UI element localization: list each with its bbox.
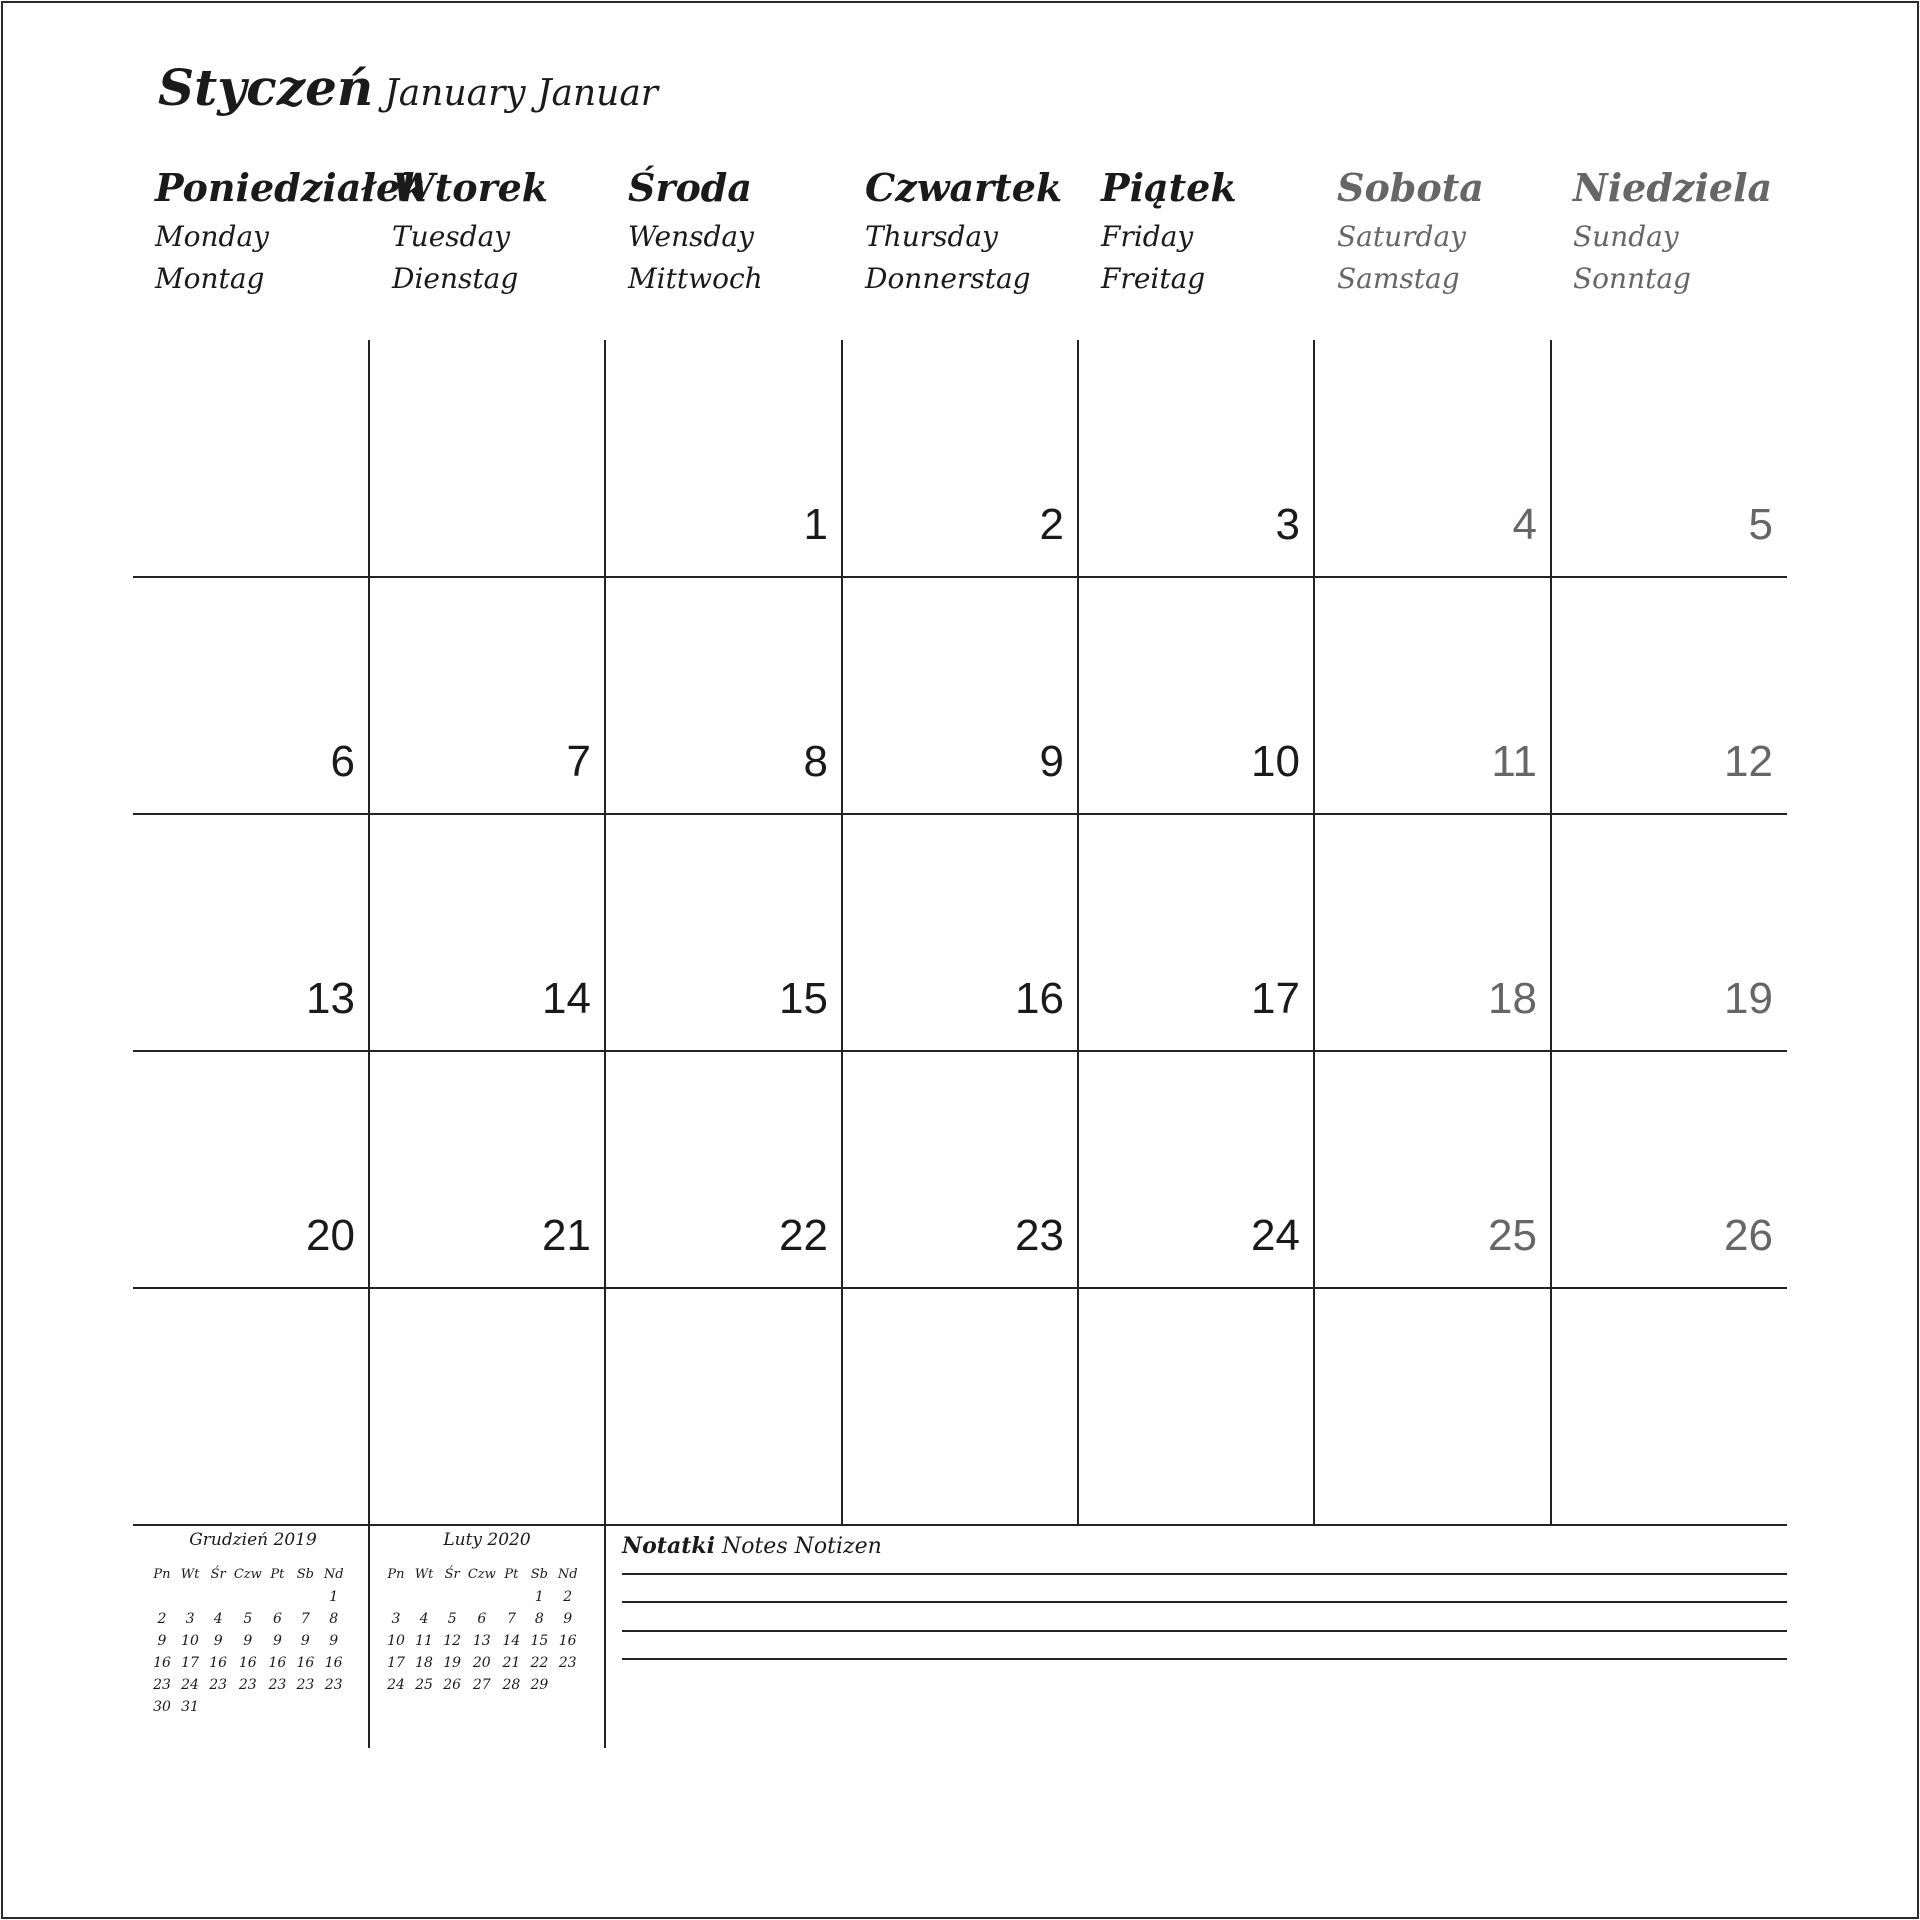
mini-calendar-weekday: Czw	[467, 1566, 496, 1582]
mini-calendar-day	[263, 1696, 291, 1718]
mini-calendar-day: 3	[185, 1611, 195, 1627]
mini-calendar-day: 2	[563, 1589, 573, 1605]
day-number: 12	[1724, 737, 1773, 786]
day-number: 16	[1015, 974, 1064, 1023]
day-number: 23	[1015, 1211, 1064, 1260]
mini-calendar-day: 8	[534, 1611, 544, 1627]
day-number: 19	[1724, 974, 1773, 1023]
mini-calendar-day	[410, 1586, 438, 1608]
weekday-label-de: Montag	[155, 262, 265, 295]
mini-calendar-weekday: Sb	[296, 1566, 314, 1582]
day-number: 15	[779, 974, 828, 1023]
weekday-label-en: Monday	[155, 220, 269, 253]
mini-calendar-day: 4	[419, 1611, 429, 1627]
mini-calendar-day: 9	[272, 1633, 282, 1649]
month-title-polish: Styczeń	[158, 58, 374, 117]
weekday-label-en: Sunday	[1573, 220, 1679, 253]
notes-line	[622, 1601, 1787, 1603]
day-number: 18	[1488, 974, 1537, 1023]
mini-calendar-day	[232, 1586, 263, 1608]
mini-calendar-day: 9	[243, 1633, 253, 1649]
mini-calendar-day: 25	[415, 1677, 433, 1693]
weekday-label-pl: Środa	[628, 165, 753, 210]
weekday-label-de: Freitag	[1101, 262, 1206, 295]
weekday-header	[1101, 160, 1331, 300]
mini-calendar-table	[148, 1562, 348, 1718]
day-number: 11	[1491, 737, 1537, 786]
mini-calendar-day: 27	[472, 1677, 491, 1693]
mini-calendar-day: 23	[268, 1677, 287, 1693]
mini-calendar-weekday: Nd	[323, 1566, 344, 1582]
mini-calendar-day: 29	[530, 1677, 549, 1693]
grid-column-divider	[1077, 340, 1079, 1525]
notes-label-translations: Notes Notizen	[721, 1534, 882, 1559]
grid-column-divider	[604, 340, 606, 1748]
mini-calendar-day: 16	[238, 1655, 257, 1671]
grid-column-divider	[1550, 340, 1552, 1525]
day-number: 9	[1039, 737, 1064, 786]
mini-calendar-day: 6	[272, 1611, 282, 1627]
day-number: 20	[306, 1211, 355, 1260]
mini-calendar-day	[319, 1696, 348, 1718]
mini-calendar-day	[291, 1586, 319, 1608]
weekday-label-pl: Poniedziałek	[155, 165, 427, 210]
mini-calendar-day: 31	[181, 1699, 199, 1715]
mini-calendar-day: 9	[300, 1633, 310, 1649]
mini-calendar-day: 6	[477, 1611, 487, 1627]
mini-calendar-weekday: Sb	[530, 1566, 548, 1582]
mini-calendar-day	[204, 1586, 232, 1608]
weekday-label-de: Sonntag	[1573, 262, 1691, 295]
mini-calendar-day	[291, 1696, 319, 1718]
month-title-translations: January Januar	[384, 73, 659, 114]
mini-calendar-day	[263, 1586, 291, 1608]
mini-calendar-day: 14	[502, 1633, 521, 1649]
mini-calendar-day: 16	[209, 1655, 228, 1671]
mini-calendar-day: 10	[387, 1633, 405, 1649]
mini-calendar-day: 22	[530, 1655, 549, 1671]
grid-row-divider	[133, 1524, 1787, 1526]
mini-calendar-weekday: Pt	[270, 1566, 285, 1582]
mini-calendar-weekday: Nd	[557, 1566, 578, 1582]
mini-calendar-day: 23	[324, 1677, 343, 1693]
mini-calendar-day: 9	[157, 1633, 167, 1649]
day-number: 13	[306, 974, 355, 1023]
mini-calendar-day: 23	[238, 1677, 257, 1693]
day-number: 3	[1275, 500, 1300, 549]
mini-calendar-day: 24	[387, 1677, 405, 1693]
day-number: 25	[1488, 1211, 1537, 1260]
mini-calendar-title: Luty 2020	[443, 1530, 531, 1550]
day-number: 24	[1251, 1211, 1300, 1260]
mini-calendar-day: 18	[415, 1655, 433, 1671]
weekday-header	[392, 160, 622, 300]
mini-calendar-weekday: Wt	[180, 1566, 200, 1582]
mini-calendar-title: Grudzień 2019	[189, 1530, 317, 1550]
mini-calendar-weekday: Czw	[233, 1566, 262, 1582]
notes-line	[622, 1658, 1787, 1660]
grid-column-divider	[368, 340, 370, 1748]
day-number: 1	[803, 500, 828, 549]
mini-calendar-day: 17	[181, 1655, 199, 1671]
weekday-label-en: Tuesday	[392, 220, 511, 253]
mini-calendar-day	[438, 1586, 466, 1608]
mini-calendar-day: 23	[153, 1677, 171, 1693]
mini-calendar-day: 5	[447, 1611, 457, 1627]
notes-line	[622, 1630, 1787, 1632]
mini-calendar-day: 5	[243, 1611, 253, 1627]
mini-calendar-weekday: Śr	[210, 1566, 226, 1582]
weekday-label-en: Thursday	[865, 220, 998, 253]
mini-calendar-day: 16	[153, 1655, 171, 1671]
mini-calendar-day: 23	[558, 1655, 577, 1671]
mini-calendar-day: 16	[324, 1655, 343, 1671]
mini-calendar-day: 9	[329, 1633, 339, 1649]
mini-calendar-february-2020	[382, 1528, 592, 1696]
mini-calendar-day: 2	[157, 1611, 167, 1627]
day-number: 26	[1724, 1211, 1773, 1260]
day-number: 17	[1251, 974, 1300, 1023]
mini-calendar-day: 16	[558, 1633, 577, 1649]
weekday-label-en: Saturday	[1337, 220, 1466, 253]
day-number: 2	[1039, 500, 1064, 549]
mini-calendar-day: 9	[213, 1633, 223, 1649]
mini-calendar-day: 28	[502, 1677, 521, 1693]
weekday-header	[1337, 160, 1567, 300]
mini-calendar-day: 23	[296, 1677, 315, 1693]
mini-calendar-weekday: Pn	[153, 1566, 171, 1582]
weekday-label-de: Mittwoch	[628, 262, 763, 295]
mini-calendar-weekday: Pn	[387, 1566, 405, 1582]
mini-calendar-day: 26	[443, 1677, 462, 1693]
mini-calendar-day: 1	[534, 1589, 544, 1605]
mini-calendar-day: 30	[153, 1699, 171, 1715]
weekday-label-pl: Czwartek	[865, 165, 1063, 210]
mini-calendar-day: 15	[530, 1633, 549, 1649]
mini-calendar-day: 21	[502, 1655, 521, 1671]
mini-calendar-day: 7	[506, 1611, 516, 1627]
grid-row-divider	[133, 813, 1787, 815]
grid-row-divider	[133, 1287, 1787, 1289]
weekday-label-de: Donnerstag	[865, 262, 1031, 295]
mini-calendar-day: 12	[443, 1633, 462, 1649]
mini-calendar-day: 16	[268, 1655, 287, 1671]
weekday-label-pl: Sobota	[1337, 165, 1484, 210]
weekday-label-de: Samstag	[1337, 262, 1460, 295]
mini-calendar-day	[382, 1586, 410, 1608]
mini-calendar-day: 8	[329, 1611, 339, 1627]
notes-line	[622, 1573, 1787, 1575]
mini-calendar-day: 10	[181, 1633, 199, 1649]
mini-calendar-weekday: Śr	[444, 1566, 460, 1582]
grid-column-divider	[841, 340, 843, 1525]
weekday-label-pl: Niedziela	[1573, 165, 1773, 210]
weekday-label-pl: Wtorek	[392, 165, 549, 210]
day-number: 22	[779, 1211, 828, 1260]
mini-calendar-december-2019	[148, 1528, 358, 1718]
month-title	[158, 58, 658, 117]
weekday-label-en: Friday	[1101, 220, 1194, 253]
day-number: 7	[566, 737, 591, 786]
grid-row-divider	[133, 576, 1787, 578]
mini-calendar-day: 17	[387, 1655, 405, 1671]
weekday-header	[865, 160, 1095, 300]
mini-calendar-day	[148, 1586, 176, 1608]
mini-calendar-table	[382, 1562, 582, 1696]
day-number: 8	[803, 737, 828, 786]
mini-calendar-day: 7	[300, 1611, 310, 1627]
mini-calendar-day: 1	[329, 1589, 339, 1605]
day-number: 5	[1748, 500, 1773, 549]
notes-title	[622, 1533, 882, 1559]
mini-calendar-day: 23	[209, 1677, 228, 1693]
grid-column-divider	[1313, 340, 1315, 1525]
mini-calendar-day: 9	[563, 1611, 573, 1627]
weekday-header	[155, 160, 427, 300]
mini-calendar-day: 16	[296, 1655, 315, 1671]
mini-calendar-day	[553, 1674, 582, 1696]
mini-calendar-day	[176, 1586, 204, 1608]
notes-label-polish: Notatki	[622, 1533, 715, 1559]
mini-calendar-weekday: Pt	[504, 1566, 519, 1582]
grid-row-divider	[133, 1050, 1787, 1052]
day-number: 10	[1251, 737, 1300, 786]
mini-calendar-day: 11	[415, 1633, 433, 1649]
day-number: 6	[330, 737, 355, 786]
mini-calendar-day: 24	[181, 1677, 199, 1693]
mini-calendar-day: 20	[472, 1655, 491, 1671]
mini-calendar-day: 3	[391, 1611, 401, 1627]
weekday-header	[628, 160, 858, 300]
mini-calendar-day	[497, 1586, 525, 1608]
mini-calendar-weekday: Wt	[414, 1566, 434, 1582]
day-number: 21	[542, 1211, 591, 1260]
mini-calendar-day: 13	[472, 1633, 491, 1649]
weekday-label-en: Wensday	[628, 220, 754, 253]
mini-calendar-day	[466, 1586, 497, 1608]
weekday-header-row	[155, 160, 1815, 300]
mini-calendar-day: 4	[213, 1611, 223, 1627]
weekday-label-pl: Piątek	[1101, 165, 1237, 210]
weekday-header	[1573, 160, 1803, 300]
day-number: 14	[542, 974, 591, 1023]
mini-calendar-day	[204, 1696, 232, 1718]
day-number: 4	[1512, 500, 1537, 549]
weekday-label-de: Dienstag	[392, 262, 519, 295]
mini-calendar-day	[232, 1696, 263, 1718]
mini-calendar-day: 19	[443, 1655, 462, 1671]
